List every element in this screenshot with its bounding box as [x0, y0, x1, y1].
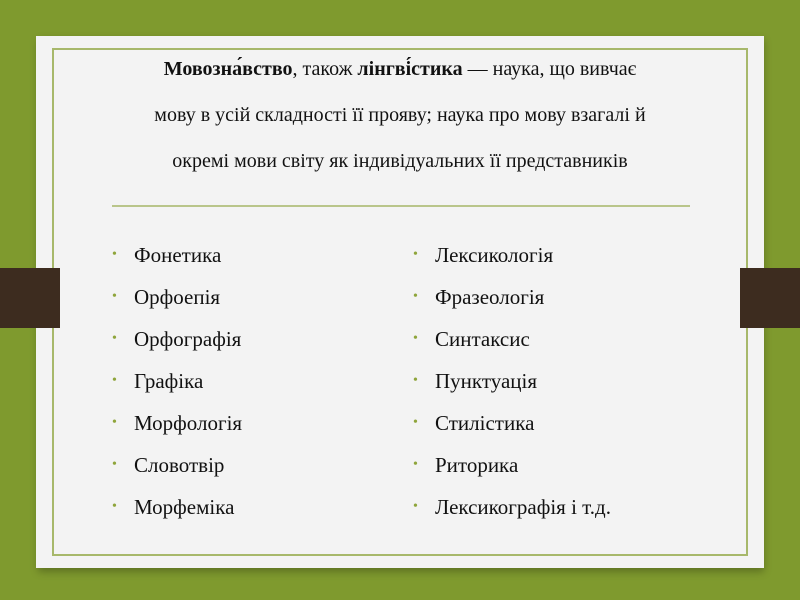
list-item — [112, 282, 372, 324]
bullet-icon: • — [413, 499, 418, 514]
bullet-icon: • — [112, 331, 117, 346]
list-item-label: Лексикологія — [435, 243, 554, 267]
list-item-label: Синтаксис — [435, 327, 530, 351]
list-item-label: Стилістика — [435, 411, 535, 435]
list-item — [413, 408, 713, 450]
bullet-icon: • — [413, 373, 418, 388]
list-item — [112, 324, 372, 366]
title-rest-line-1: — наука, що вивчає — [462, 58, 637, 80]
title-line-3: окремі мови світу як індивідуальних її представників — [172, 150, 628, 172]
list-item-label: Фонетика — [134, 243, 222, 267]
list-item-label: Пунктуація — [435, 369, 538, 393]
list-item — [112, 366, 372, 408]
title-line-2: мову в усій складності її прояву; наука про мову взагалі й — [154, 104, 646, 126]
divider-line — [112, 205, 690, 207]
bullet-icon: • — [413, 289, 418, 304]
list-item-label: Орфографія — [134, 327, 242, 351]
left-side-tab — [0, 268, 60, 328]
list-item-label: Риторика — [435, 453, 519, 477]
right-side-tab — [740, 268, 800, 328]
bullet-icon: • — [112, 415, 117, 430]
right-list — [413, 240, 713, 534]
list-item — [112, 240, 372, 282]
bullet-icon: • — [413, 457, 418, 472]
bullet-icon: • — [112, 247, 117, 262]
list-item-label: Лексикографія і т.д. — [435, 495, 611, 519]
list-item — [112, 492, 372, 534]
bullet-icon: • — [112, 373, 117, 388]
title-block — [36, 46, 764, 184]
list-item — [413, 366, 713, 408]
list-item-label: Орфоепія — [134, 285, 221, 309]
list-item-label: Морфеміка — [134, 495, 235, 519]
list-item — [112, 450, 372, 492]
list-item — [413, 450, 713, 492]
title-separator: , також — [292, 58, 358, 80]
list-item-label: Морфологія — [134, 411, 243, 435]
list-item — [413, 324, 713, 366]
bullet-icon: • — [112, 457, 117, 472]
left-list — [112, 240, 372, 534]
title-term-2: лінгві́стика — [357, 58, 463, 80]
title-line-1 — [36, 46, 764, 92]
title-term-1: Мовозна́вство — [163, 58, 293, 80]
bullet-icon: • — [112, 499, 117, 514]
list-item — [112, 408, 372, 450]
list-item-label: Графіка — [134, 369, 204, 393]
bullet-icon: • — [112, 289, 117, 304]
list-item — [413, 492, 713, 534]
list-item — [413, 240, 713, 282]
list-item-label: Фразеологія — [435, 285, 545, 309]
list-item — [413, 282, 713, 324]
bullet-icon: • — [413, 247, 418, 262]
bullet-icon: • — [413, 331, 418, 346]
bullet-icon: • — [413, 415, 418, 430]
list-item-label: Словотвір — [134, 453, 225, 477]
